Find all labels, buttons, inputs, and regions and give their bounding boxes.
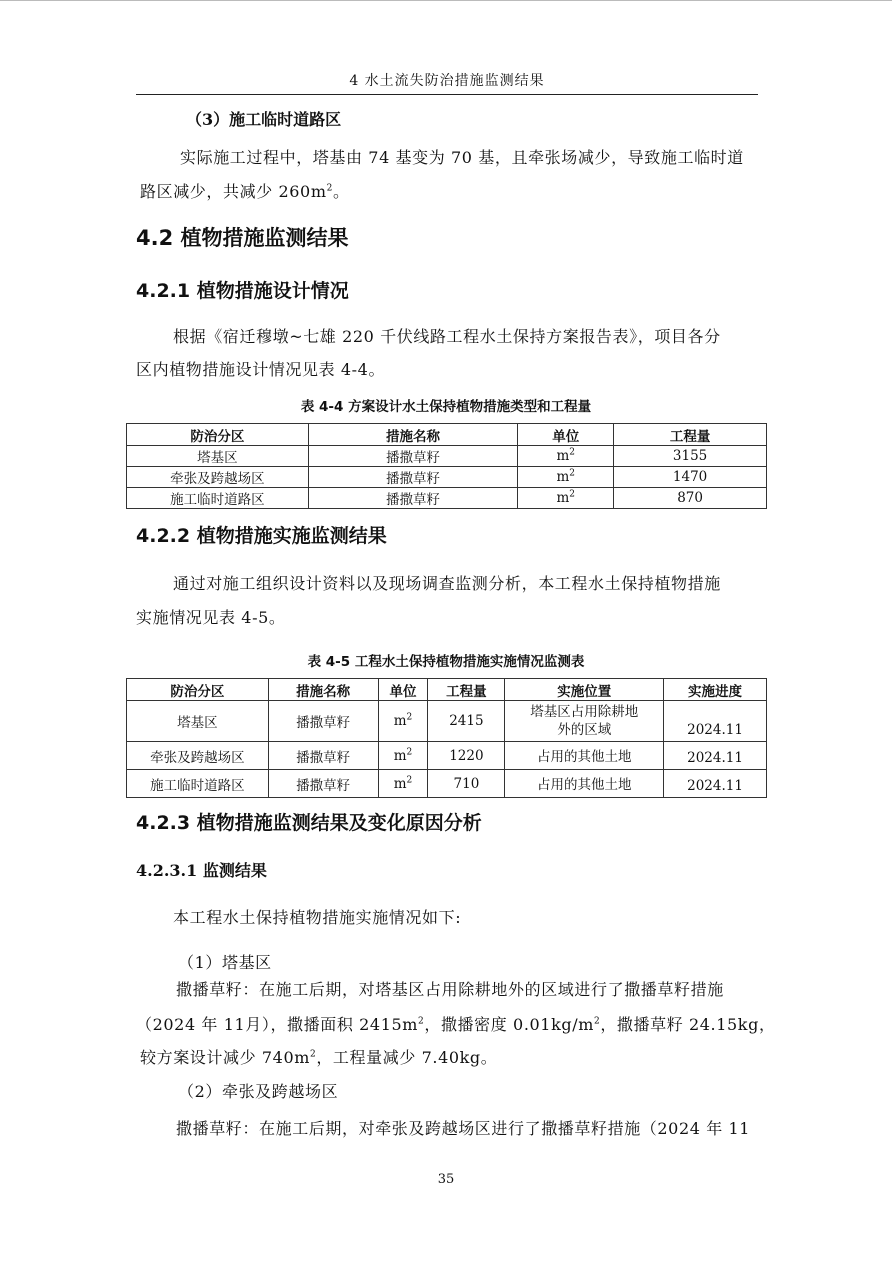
table-cell: $m^2$ [518, 488, 614, 509]
paragraph-line: 撒播草籽：在施工后期，对塔基区占用除耕地外的区域进行了撒播草籽措施 [176, 980, 724, 999]
running-header: 4 水土流失防治措施监测结果 [349, 73, 545, 89]
table-cell: 播撒草籽 [308, 488, 518, 509]
section-heading-construction-road: （3）施工临时道路区 [186, 110, 342, 129]
table-header-row [127, 424, 767, 446]
table-cell: 塔基区 [127, 446, 309, 467]
paragraph-line: 较方案设计减少 $740m^2$，工程量减少 7.40kg。 [140, 1048, 498, 1067]
table-cell: 播撒草籽 [268, 701, 378, 742]
table-cell: 牵张及跨越场区 [127, 742, 269, 770]
paragraph-line: 通过对施工组织设计资料以及现场调查监测分析，本工程水土保持植物措施 [173, 574, 721, 593]
table-cell: 2024.11 [664, 742, 767, 770]
table-cell: 播撒草籽 [308, 467, 518, 488]
table-cell: 塔基区占用除耕地 外的区域 [505, 701, 664, 742]
table-header-row [127, 679, 767, 701]
paragraph-line: 实施情况见表 4-5。 [136, 608, 286, 627]
table-cell: 占用的其他土地 [505, 742, 664, 770]
table-row [127, 467, 767, 488]
table-row [127, 701, 767, 742]
paragraph-line: 区内植物措施设计情况见表 4-4。 [136, 360, 386, 379]
table-cell: 占用的其他土地 [505, 770, 664, 798]
table-row [127, 770, 767, 798]
section-heading-4-2: 4.2 植物措施监测结果 [136, 226, 349, 250]
table-cell: 施工临时道路区 [127, 488, 309, 509]
table-cell: $m^2$ [378, 742, 428, 770]
table-row [127, 446, 767, 467]
paragraph-line: （2024 年 11月），撒播面积 $2415m^2$，撒播密度 $0.01kg/m^2$，撒播草籽 24.15kg， [136, 1015, 776, 1034]
section-heading-4-2-2: 4.2.2 植物措施实施监测结果 [136, 525, 387, 547]
page-number: 35 [437, 1172, 455, 1187]
table-header-cell: 防治分区 [127, 679, 269, 701]
table-4-5 [126, 678, 767, 798]
table-header-cell: 工程量 [614, 424, 767, 446]
table-cell: $m^2$ [518, 446, 614, 467]
section-heading-4-2-1: 4.2.1 植物措施设计情况 [136, 280, 349, 302]
table-row [127, 488, 767, 509]
list-item-title: （1）塔基区 [178, 953, 272, 972]
table-cell: 牵张及跨越场区 [127, 467, 309, 488]
table-cell: 2024.11 [664, 770, 767, 798]
table-header-cell: 措施名称 [308, 424, 518, 446]
table-cell: $m^2$ [378, 770, 428, 798]
table-cell: 塔基区 [127, 701, 269, 742]
table-cell: 施工临时道路区 [127, 770, 269, 798]
table-cell: 3155 [614, 446, 767, 467]
table-header-cell: 实施进度 [664, 679, 767, 701]
table-header-cell: 工程量 [428, 679, 505, 701]
paragraph-line: 撒播草籽：在施工后期，对牵张及跨越场区进行了撒播草籽措施（2024 年 11 [176, 1119, 751, 1138]
list-item-title: （2）牵张及跨越场区 [178, 1082, 339, 1101]
table-header-cell: 措施名称 [268, 679, 378, 701]
table-header-cell: 单位 [378, 679, 428, 701]
table-cell: 1220 [428, 742, 505, 770]
table-cell: $m^2$ [518, 467, 614, 488]
table-cell: $m^2$ [378, 701, 428, 742]
header-rule [136, 94, 758, 95]
table-cell: 870 [614, 488, 767, 509]
table-header-cell: 单位 [518, 424, 614, 446]
table-row [127, 742, 767, 770]
table-header-cell: 防治分区 [127, 424, 309, 446]
table-cell: 播撒草籽 [268, 770, 378, 798]
table-4-4-caption: 表 4-4 方案设计水土保持植物措施类型和工程量 [300, 399, 592, 415]
table-cell: 播撒草籽 [268, 742, 378, 770]
paragraph-line: 根据《宿迁穆墩~七雄 220 千伏线路工程水土保持方案报告表》，项目各分 [173, 327, 721, 346]
paragraph-line: 实际施工过程中，塔基由 74 基变为 70 基，且牵张场减少，导致施工临时道 [180, 148, 744, 167]
page-top-border [0, 0, 892, 1]
table-4-4 [126, 423, 767, 509]
paragraph-line: 本工程水土保持植物措施实施情况如下: [173, 908, 462, 927]
table-4-5-caption: 表 4-5 工程水土保持植物措施实施情况监测表 [307, 654, 585, 670]
table-cell: 710 [428, 770, 505, 798]
table-cell: 播撒草籽 [308, 446, 518, 467]
section-heading-4-2-3-1: 4.2.3.1 监测结果 [136, 861, 267, 880]
table-header-cell: 实施位置 [505, 679, 664, 701]
table-cell: 2024.11 [664, 701, 767, 742]
table-cell: 2415 [428, 701, 505, 742]
section-heading-4-2-3: 4.2.3 植物措施监测结果及变化原因分析 [136, 812, 482, 834]
paragraph-line: 路区减少，共减少 $260m^2$。 [140, 182, 350, 201]
table-cell: 1470 [614, 467, 767, 488]
